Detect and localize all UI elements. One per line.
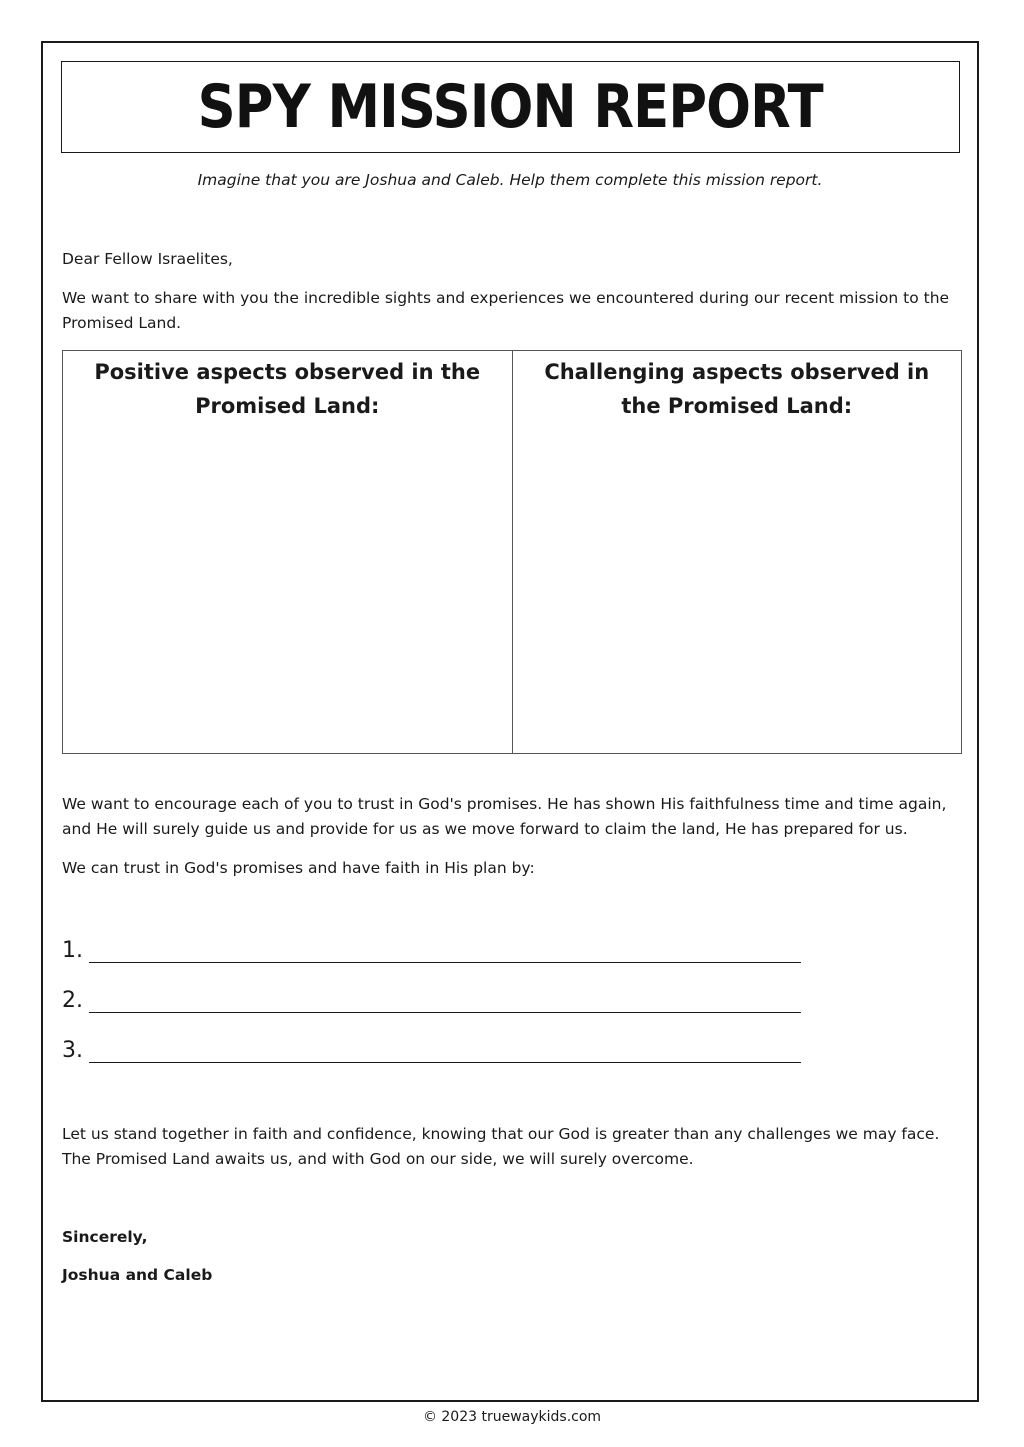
answer-number: 3.: [62, 1038, 83, 1063]
page-title: SPY MISSION REPORT: [197, 72, 824, 142]
answer-number: 2.: [62, 988, 83, 1013]
instructions-text: Imagine that you are Joshua and Caleb. Help them complete this mission report.: [197, 171, 823, 189]
letter-closing: Let us stand together in faith and confidence, knowing that our God is greater than any challenges we may face. The Promised Land awaits us, and with God on our side, we will surely overcome.: [62, 1125, 940, 1168]
answer-line-2[interactable]: [62, 988, 801, 1013]
challenging-column[interactable]: [512, 351, 962, 753]
answer-line-3[interactable]: [62, 1038, 801, 1063]
copyright-footer: © 2023 truewaykids.com: [422, 1409, 602, 1425]
letter-signoff: Sincerely,: [62, 1228, 148, 1246]
positive-column[interactable]: [63, 351, 512, 753]
answer-blank[interactable]: [89, 988, 801, 1013]
trust-prompt: We can trust in God's promises and have faith in His plan by:: [62, 859, 535, 877]
observations-table: [62, 350, 962, 754]
title-box: [61, 61, 960, 153]
answer-line-1[interactable]: [62, 938, 801, 963]
letter-greeting: Dear Fellow Israelites,: [62, 250, 233, 268]
answer-blank[interactable]: [89, 938, 801, 963]
letter-intro: We want to share with you the incredible sights and experiences we encountered during our recent mission to the Promised Land.: [62, 289, 950, 332]
positive-header: Positive aspects observed in the Promised Land:: [94, 360, 481, 418]
letter-signature: Joshua and Caleb: [62, 1266, 213, 1284]
letter-encouragement: We want to encourage each of you to trust in God's promises. He has shown His faithfulness time and time again, and He will surely guide us and provide for us as we move forward to claim the land, He has prepared for us.: [62, 795, 947, 838]
answer-number: 1.: [62, 938, 83, 963]
challenging-header: Challenging aspects observed in the Promised Land:: [544, 360, 930, 418]
answer-blank[interactable]: [89, 1038, 801, 1063]
